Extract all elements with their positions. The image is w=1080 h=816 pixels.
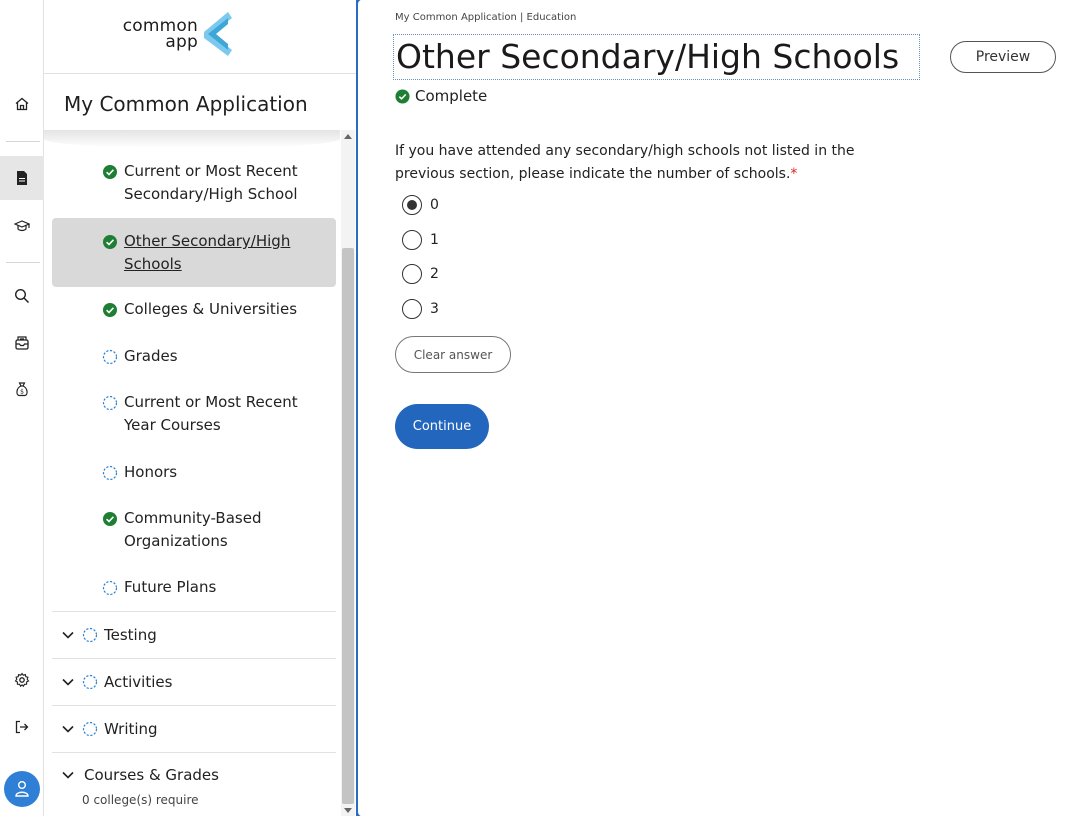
section-activities[interactable] [52, 658, 336, 705]
radio-option-2[interactable] [402, 264, 439, 284]
chevron-down-icon [62, 725, 74, 733]
sidebar-item-grades[interactable] [52, 345, 336, 368]
sidebar-item-label: Community-Based Organizations [124, 509, 262, 550]
complete-check-icon [102, 164, 118, 180]
section-label: Writing [104, 720, 158, 738]
sidebar-item-label: Colleges & Universities [124, 300, 298, 318]
incomplete-circle-icon [102, 465, 118, 481]
sidebar-item-label: Current or Most Recent Secondary/High School [124, 162, 298, 203]
incomplete-circle-icon [102, 395, 118, 411]
application-title: My Common Application [64, 92, 308, 116]
scroll-down-arrow-icon[interactable] [344, 808, 352, 813]
chevron-down-icon [62, 631, 74, 639]
sidebar-item-label: Honors [124, 463, 178, 481]
question-text [395, 140, 875, 186]
incomplete-circle-icon [82, 627, 98, 643]
breadcrumb: My Common Application | Education [395, 12, 577, 23]
complete-check-icon [102, 234, 118, 250]
sidebar-item-label: Current or Most Recent Year Courses [124, 393, 298, 434]
icon-rail [0, 0, 44, 816]
status-badge [395, 87, 487, 105]
graduation-cap-icon[interactable] [0, 204, 44, 248]
incomplete-circle-icon [82, 674, 98, 690]
complete-check-icon [102, 302, 118, 318]
gear-icon[interactable] [0, 658, 44, 702]
home-icon[interactable] [0, 82, 44, 126]
sidebar-item-future-plans[interactable] [52, 576, 336, 599]
required-marker: * [790, 166, 798, 182]
svg-text:$: $ [20, 388, 24, 396]
clear-answer-button[interactable]: Clear answer [395, 336, 511, 373]
radio-button[interactable] [402, 230, 422, 250]
complete-check-icon [102, 511, 118, 527]
radio-button[interactable] [402, 264, 422, 284]
inbox-icon[interactable] [0, 321, 44, 365]
radio-button[interactable] [402, 299, 422, 319]
sidebar-item-label: Future Plans [124, 578, 217, 596]
document-icon[interactable] [0, 156, 44, 200]
radio-option-3[interactable] [402, 299, 439, 319]
section-label: Testing [104, 626, 157, 644]
complete-check-icon [395, 89, 410, 104]
radio-label: 0 [430, 197, 439, 213]
question-label: If you have attended any secondary/high schools not listed in the previous section, please indicate the number of schools. [395, 143, 855, 182]
incomplete-circle-icon [102, 580, 118, 596]
incomplete-circle-icon [82, 721, 98, 737]
chevron-down-icon [62, 678, 74, 686]
section-label: Courses & Grades [84, 766, 219, 784]
sidebar-item-label: Grades [124, 347, 178, 365]
logo-line2: app [165, 32, 198, 52]
section-testing[interactable] [52, 611, 336, 658]
sidebar-item-community-orgs[interactable] [52, 507, 336, 553]
incomplete-circle-icon [102, 349, 118, 365]
page-title: Other Secondary/High Schools [393, 34, 920, 80]
sidebar-item-honors[interactable] [52, 461, 336, 484]
sidebar-item-label: Other Secondary/High Schools [124, 232, 291, 273]
section-courses-grades[interactable] [52, 752, 336, 816]
common-app-logo[interactable] [44, 0, 356, 74]
section-label: Activities [104, 673, 173, 691]
status-label: Complete [415, 87, 488, 105]
rail-divider [6, 262, 40, 263]
preview-button[interactable]: Preview [950, 41, 1056, 73]
sidebar [44, 0, 356, 816]
radio-option-1[interactable] [402, 230, 439, 250]
radio-label: 1 [430, 232, 439, 248]
sidebar-item-current-school[interactable] [52, 160, 336, 206]
chevron-down-icon [62, 771, 74, 779]
user-avatar-icon[interactable] [4, 771, 40, 807]
radio-label: 2 [430, 266, 439, 282]
sidebar-scroll-thumb[interactable] [342, 248, 354, 804]
sidebar-item-colleges[interactable] [52, 298, 336, 321]
panel-divider-edge [358, 0, 363, 816]
radio-option-0[interactable] [402, 195, 439, 215]
rail-divider [6, 141, 40, 142]
scroll-up-arrow-icon[interactable] [344, 134, 352, 139]
logo-line1: common [122, 16, 198, 36]
section-sublabel: 0 college(s) require [82, 793, 199, 807]
scroll-shadow [44, 130, 340, 148]
sign-out-icon[interactable] [0, 705, 44, 749]
money-bag-icon[interactable] [0, 367, 44, 411]
section-writing[interactable] [52, 705, 336, 752]
logo-mark-icon [198, 10, 238, 62]
search-icon[interactable] [0, 274, 44, 318]
sidebar-item-courses[interactable] [52, 391, 336, 437]
sidebar-item-other-schools[interactable] [52, 218, 336, 287]
radio-label: 3 [430, 301, 439, 317]
radio-button[interactable] [402, 195, 422, 215]
continue-button[interactable]: Continue [395, 404, 489, 449]
